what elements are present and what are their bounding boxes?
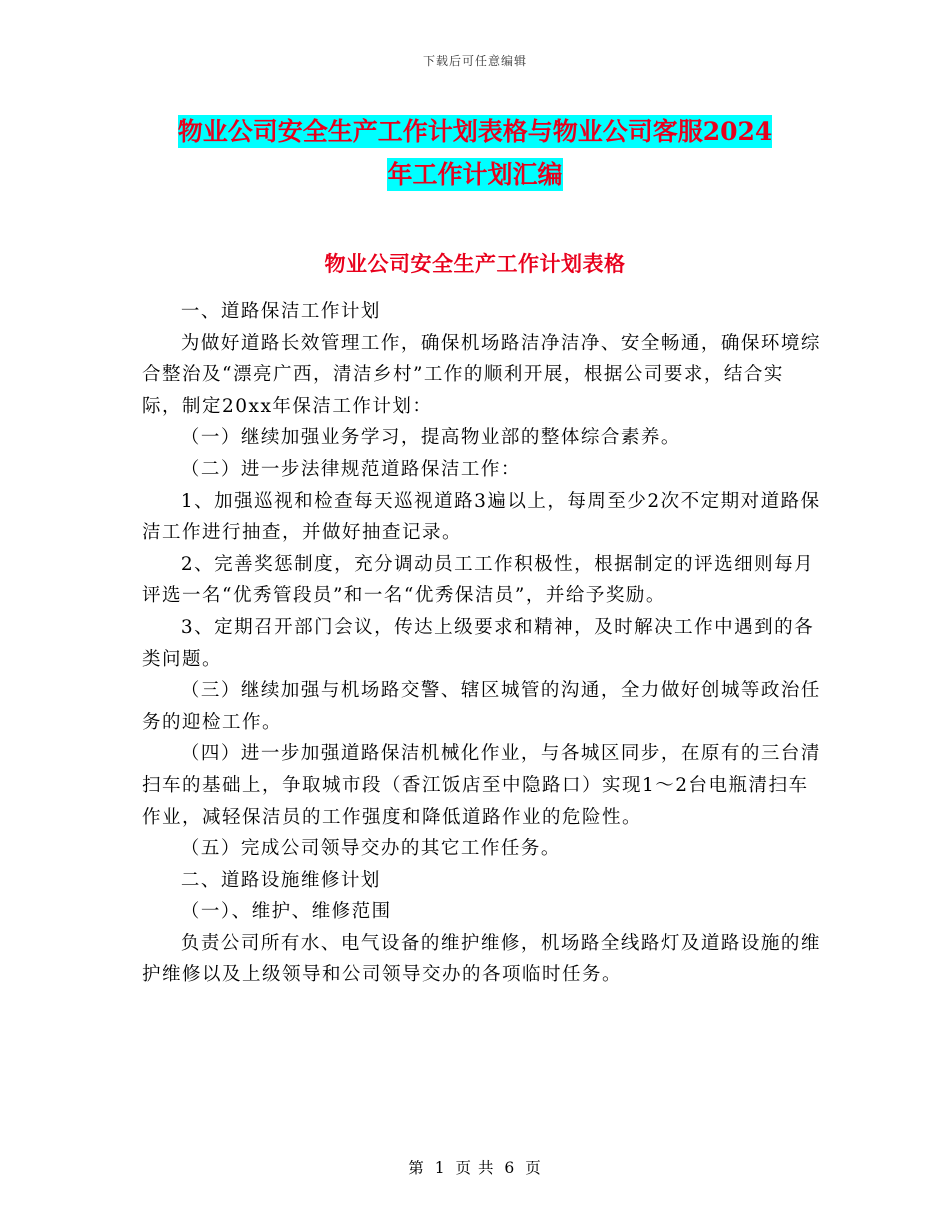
heading-road-facility-repair: 二、道路设施维修计划 — [180, 869, 381, 891]
paragraph: 负责公司所有水、电气设备的维护维修，机场路全线路灯及道路设施的维护维修以及上级领导和公司领导交办的各项临时任务。 — [142, 932, 821, 986]
paragraph: （一）、维护、维修范围 — [180, 901, 392, 923]
document-title-line-2: 年工作计划汇编 — [387, 160, 563, 189]
paragraph: 2、完善奖惩制度，充分调动员工工作积极性，根据制定的评选细则每月评选一名“优秀管段员”和一名“优秀保洁员”，并给予奖励。 — [142, 553, 815, 607]
footer-mid: 页 共 — [455, 1159, 495, 1177]
page-footer — [0, 1156, 950, 1178]
document-body — [142, 296, 822, 991]
page-total: 6 — [504, 1159, 516, 1177]
page-number: 1 — [434, 1159, 446, 1177]
paragraph: （三）继续加强与机场路交警、辖区城管的沟通，全力做好创城等政治任务的迎检工作。 — [142, 680, 821, 733]
paragraph: （二）进一步法律规范道路保洁工作： — [180, 458, 521, 480]
paragraph: 1、加强巡视和检查每天巡视道路3遍以上，每周至少2次不定期对道路保洁工作进行抽查，并做好抽查记录。 — [142, 490, 821, 544]
section-title: 物业公司安全生产工作计划表格 — [324, 251, 626, 276]
paragraph: 为做好道路长效管理工作，确保机场路洁净洁净、安全畅通，确保环境综合整治及“漂亮广西，清洁乡村”工作的顺利开展，根据公司要求，结合实际，制定20xx年保洁工作计划： — [142, 332, 821, 417]
document-title — [0, 110, 950, 196]
document-title-line-1: 物业公司安全生产工作计划表格与物业公司客服2024 — [177, 117, 773, 146]
paragraph: （一）继续加强业务学习，提高物业部的整体综合素养。 — [180, 427, 681, 449]
paragraph: （四）进一步加强道路保洁机械化作业，与各城区同步，在原有的三台清扫车的基础上，争取城市段（香江饭店至中隐路口）实现1～2台电瓶清扫车作业，减轻保洁员的工作强度和降低道路作业的危险性。 — [142, 743, 821, 828]
paragraph: 3、定期召开部门会议，传达上级要求和精神，及时解决工作中遇到的各类问题。 — [142, 616, 815, 670]
paragraph: （五）完成公司领导交办的其它工作任务。 — [180, 838, 561, 860]
footer-prefix: 第 — [408, 1159, 425, 1177]
heading-road-cleaning: 一、道路保洁工作计划 — [180, 301, 381, 322]
page-header-note: 下载后可任意编辑 — [422, 54, 527, 68]
footer-suffix: 页 — [525, 1159, 542, 1177]
